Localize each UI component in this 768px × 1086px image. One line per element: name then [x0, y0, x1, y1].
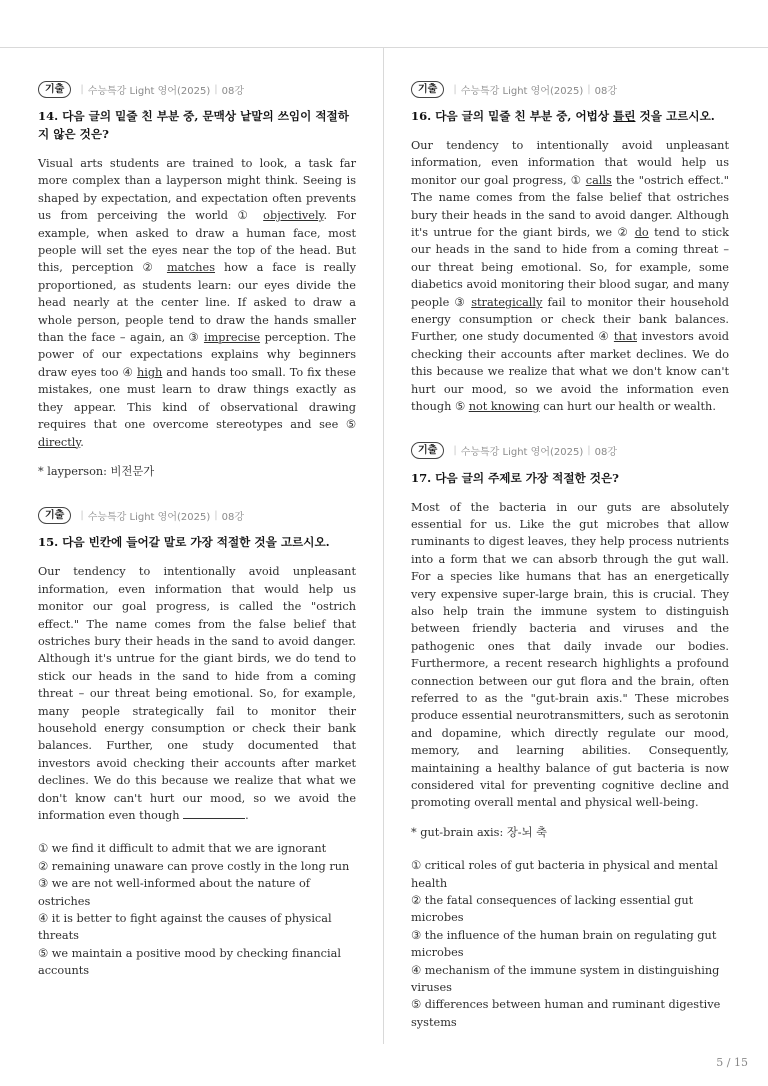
option-3[interactable]: ③ we are not well-informed about the nature of ostriches	[38, 877, 310, 908]
option-3[interactable]: ③ the influence of the human brain on regulating gut microbes	[411, 928, 717, 960]
question-17	[411, 442, 729, 1032]
option-5[interactable]: ⑤ we maintain a positive mood by checking financial accounts	[38, 946, 341, 978]
underlined-4: high	[136, 365, 163, 379]
option-2[interactable]: ② remaining unaware can prove costly in the long run	[38, 859, 350, 873]
page-number: 5 / 15	[716, 1056, 748, 1069]
source-lesson: 08강	[221, 85, 244, 97]
question-title: 16. 다음 글의 밑줄 친 부분 중, 어법상 틀린 것을 고르시오.	[411, 109, 715, 123]
answer-blank	[183, 807, 245, 819]
vocab-note: * gut-brain axis: 장-뇌 축	[411, 825, 548, 839]
underlined-3: strategically	[471, 295, 543, 309]
option-1[interactable]: ① we find it difficult to admit that we are ignorant	[38, 842, 327, 856]
answer-options	[38, 840, 356, 979]
underlined-2: do	[634, 226, 649, 240]
option-5[interactable]: ⑤ differences between human and ruminant digestive systems	[411, 998, 721, 1029]
right-column	[411, 80, 729, 1031]
left-column	[38, 80, 356, 980]
title-underline: 틀린	[613, 109, 636, 123]
question-title: 17. 다음 글의 주제로 가장 적절한 것은?	[411, 470, 619, 485]
underlined-1: calls	[585, 173, 612, 187]
question-16	[411, 80, 729, 416]
source-lesson: 08강	[594, 447, 617, 458]
passage: Our tendency to intentionally avoid unpleasant information, even information that would help us monitor our goal progress, is called the "ostrich effect." The name comes from the false belief that ostriches bury their heads in the sand to avoid danger. Although it's untrue for the giant birds, we do tend to stick our heads in the sand to hide from a coming threat – our threat being emotional. So, for example, many people strategically fail to monitor their household energy consumption or check their bank balances. Further, one study documented that investors avoid checking their accounts after market declines. We do this because we realize that what we don't know can't hurt our mood, so we avoid the information even though .	[38, 565, 356, 822]
question-title: 14. 다음 글의 밑줄 친 부분 중, 문맥상 낱말의 쓰임이 적절하지 않은 것은?	[38, 109, 349, 141]
underlined-4: that	[613, 330, 637, 344]
source-badge: 기출	[411, 81, 444, 98]
underlined-5: not knowing	[468, 400, 540, 414]
option-1[interactable]: ① critical roles of gut bacteria in physical and mental health	[411, 859, 718, 890]
column-divider	[383, 48, 384, 1044]
passage: Our tendency to intentionally avoid unpleasant information, even information that would help us monitor our goal progress, ① calls the "ostrich effect." The name comes from the false belief that ostriches bury their heads in the sand to avoid danger. Although it's untrue for the giant birds, we ② do tend to stick our heads in the sand to hide from a coming threat – our threat being emotional. So, for example, some diabetics avoid monitoring their blood sugar, and many people ③ strategically fail to monitor their household energy consumption or check their bank balances. Further, one study documented ④ that investors avoid checking their accounts after market declines. We do this because we realize that what we don't know can't hurt our mood, so we avoid the information even though ⑤ not knowing can hurt our health or wealth.	[411, 139, 729, 414]
source-tag: 기출 | 수능특강 Light 영어(2025) | 08강	[38, 506, 356, 524]
source-book: 수능특강 Light 영어(2025)	[87, 511, 211, 523]
source-lesson: 08강	[221, 511, 244, 523]
source-book: 수능특강 Light 영어(2025)	[460, 85, 584, 97]
source-badge: 기출	[411, 442, 444, 459]
question-14	[38, 80, 356, 480]
question-title: 15. 다음 빈칸에 들어갈 말로 가장 적절한 것을 고르시오.	[38, 535, 330, 550]
underlined-1: objectively	[263, 209, 324, 223]
source-badge: 기출	[38, 507, 71, 524]
passage: Most of the bacteria in our guts are absolutely essential for us. Like the gut microbes that allow ruminants to digest leaves, they help process nutrients into a form that we can absorb through the gut wall. For a species like humans that has an energetically very expensive super-large brain, this is crucial. They also help train the immune system to distinguish between friendly bacteria and viruses and the pathogenic ones that daily invade our bodies. Furthermore, a recent research highlights a profound connection between our gut flora and the brain, often referred to as the "gut-brain axis." These microbes produce essential neurotransmitters, such as serotonin and dopamine, which directly regulate our mood, memory, and learning abilities. Consequently, maintaining a healthy balance of gut bacteria is now considered vital for preventing cognitive decline and promoting overall mental and physical well-being.	[411, 500, 729, 810]
option-4[interactable]: ④ mechanism of the immune system in distinguishing viruses	[411, 963, 720, 995]
option-4[interactable]: ④ it is better to fight against the causes of physical threats	[38, 912, 332, 943]
option-2[interactable]: ② the fatal consequences of lacking essential gut microbes	[411, 894, 694, 925]
passage: Visual arts students are trained to look, a task far more complex than a layperson might think. Seeing is shaped by expectation, and expectation often prevents us from perceiving the world ① objectively. For example, when asked to draw a human face, most people will set the eyes near the top of the head. But this, perception ② matches how a face is really proportioned, as students learn: our eyes divide the head nearly at the center line. If asked to draw a whole person, people tend to draw the hands smaller than the face – again, an ③ imprecise perception. The power of our expectations explains why beginners draw eyes too ④ high and hands too small. To fix these mistakes, one must learn to draw things exactly as they appear. This kind of observational drawing requires that one overcome stereotypes and see ⑤ directly.	[38, 157, 356, 449]
underlined-2: matches	[166, 261, 216, 275]
underlined-3: imprecise	[203, 331, 261, 345]
source-tag: 기출 | 수능특강 Light 영어(2025) | 08강	[411, 80, 729, 98]
source-badge: 기출	[38, 81, 71, 98]
answer-options	[411, 857, 729, 1031]
vocab-note: * layperson: 비전문가	[38, 464, 155, 478]
header-rule	[0, 47, 768, 48]
source-tag: 기출 | 수능특강 Light 영어(2025) | 08강	[38, 80, 356, 98]
source-book: 수능특강 Light 영어(2025)	[460, 447, 584, 458]
underlined-5: directly	[38, 435, 81, 449]
source-book: 수능특강 Light 영어(2025)	[87, 85, 211, 97]
question-15	[38, 506, 356, 979]
source-lesson: 08강	[594, 85, 617, 97]
source-tag: 기출 | 수능특강 Light 영어(2025) | 08강	[411, 442, 729, 460]
